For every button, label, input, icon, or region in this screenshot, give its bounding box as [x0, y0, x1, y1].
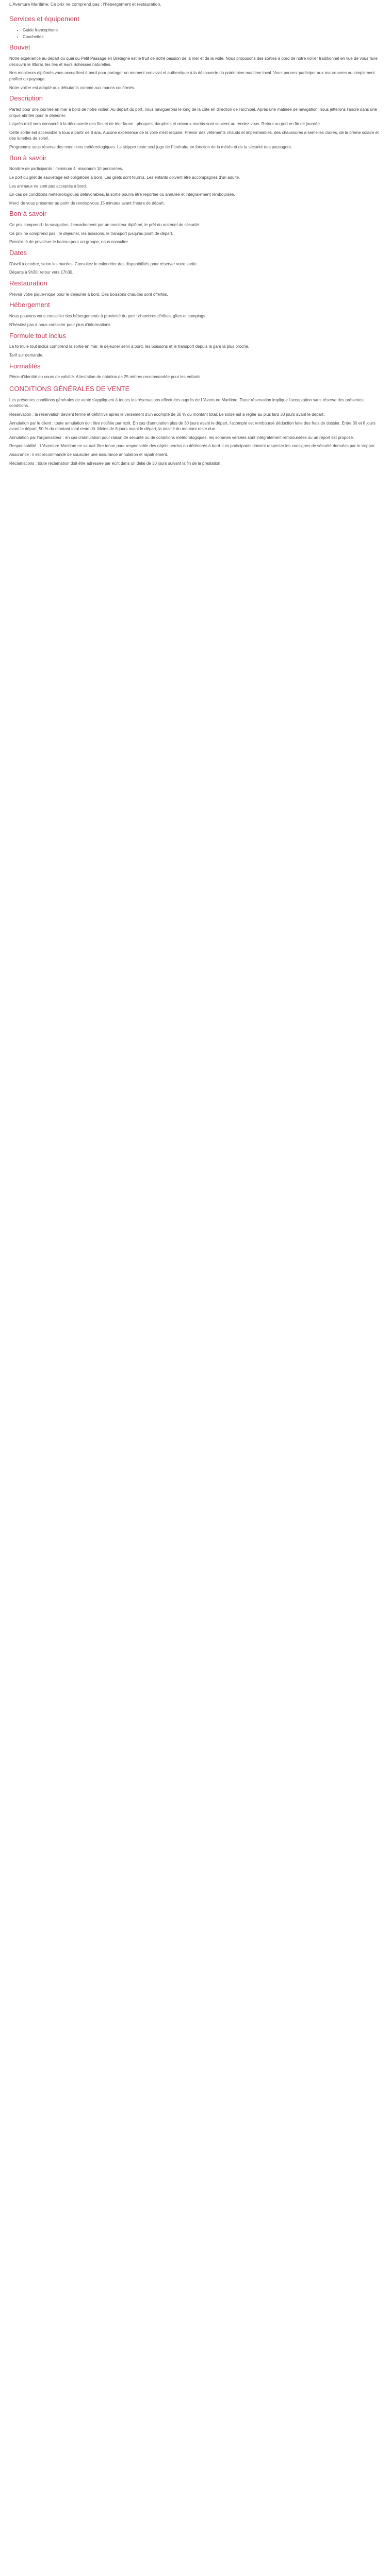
content-section	[9, 300, 381, 328]
section-paragraph: Notre voilier est adapté aux débutants comme aux marins confirmés.	[9, 85, 135, 90]
section-paragraph: Nous pouvons vous conseiller des hébergements à proximité du port : chambres d'hôtes, gîtes et campings.	[9, 314, 207, 319]
section-title: Description	[9, 94, 43, 103]
services-section	[9, 14, 381, 40]
services-item: • Guide francophone	[23, 27, 381, 33]
section-paragraph: Partez pour une journée en mer à bord de notre voilier. Au départ du port, nous naviguerons le long de la côte en direction de l'archipel. Après une matinée de navigation, nous jetterons l'ancre dans une crique abritée pour le déjeuner.	[9, 107, 377, 118]
services-list	[9, 27, 381, 40]
section-paragraph: Prévoir votre pique-nique pour le déjeuner à bord. Des boissons chaudes sont offertes.	[9, 292, 168, 297]
content-section	[9, 362, 381, 380]
section-paragraph: Possibilité de privatiser le bateau pour un groupe, nous consulter.	[9, 240, 129, 245]
cgv-paragraph: Assurance : il est recommandé de souscrire une assurance annulation et rapatriement.	[9, 452, 168, 457]
section-paragraph: Pièce d'identité en cours de validité. Attestation de natation de 25 mètres recommandée pour les enfants.	[9, 375, 202, 380]
page-content	[0, 0, 391, 466]
cgv-body	[9, 397, 381, 466]
section-paragraph: Notre expérience au départ du quai du Petit Passage en Bretagne est le fruit de notre passion de la mer et de la voile. Nous proposons des sorties à bord de notre voilier traditionnel en vue de vous faire découvrir le littoral, les îles et leurs richesses naturelles.	[9, 56, 378, 67]
section-paragraph: Ce prix ne comprend pas : le déjeuner, les boissons, le transport jusqu'au point de départ.	[9, 231, 173, 236]
section-paragraph: Merci de vous présenter au point de rendez-vous 15 minutes avant l'heure de départ.	[9, 200, 165, 206]
section-title: Hébergement	[9, 301, 50, 309]
section-paragraph: D'avril à octobre, selon les marées. Consultez le calendrier des disponibilités pour réserver votre sortie.	[9, 261, 198, 266]
section-title: Formule tout inclus	[9, 331, 66, 340]
content-section	[9, 248, 381, 276]
intro-text: L'Aventure Maritime: Ce prix ne comprend pas : l'hébergement et restauration.	[9, 2, 161, 7]
section-paragraph: Nos moniteurs diplômés vous accueillent à bord pour partager un moment convivial et authentique à la découverte du patrimoine maritime local. Vous pourrez participer aux manœuvres ou simplement profiter du paysage.	[9, 71, 375, 81]
cgv-paragraph: Responsabilité : L'Aventure Maritime ne saurait être tenue pour responsable des objets perdus ou détériorés à bord. Les participants doivent respecter les consignes de sécurité données par le skipper.	[9, 444, 376, 449]
section-title: Dates	[9, 249, 27, 257]
cgv-paragraph: Annulation par l'organisateur : en cas d'annulation pour raison de sécurité ou de conditions météorologiques, les sommes versées sont intégralement remboursées ou un report est proposé.	[9, 435, 354, 440]
cgv-section	[9, 384, 381, 466]
content-section	[9, 279, 381, 297]
section-paragraph: Nombre de participants : minimum 4, maximum 10 personnes.	[9, 166, 123, 172]
services-item: • Couchettes	[23, 34, 381, 40]
section-paragraph: Départs à 9h30, retour vers 17h30.	[9, 270, 74, 275]
cgv-paragraph: Réclamations : toute réclamation doit être adressée par écrit dans un délai de 30 jours suivant la fin de la prestation.	[9, 461, 222, 466]
section-paragraph: Le port du gilet de sauvetage est obligatoire à bord. Les gilets sont fournis. Les enfants doivent être accompagnés d'un adulte.	[9, 175, 240, 180]
section-paragraph: En cas de conditions météorologiques défavorables, la sortie pourra être reportée ou annulée et intégralement remboursée.	[9, 192, 235, 197]
content-section	[9, 154, 381, 207]
cgv-paragraph: Réservation : la réservation devient ferme et définitive après le versement d'un acompte de 30 % du montant total. Le solde est à régler au plus tard 30 jours avant le départ.	[9, 412, 325, 417]
section-title: Bon à savoir	[9, 154, 47, 162]
section-paragraph: Programme sous réserve des conditions météorologiques. Le skipper reste seul juge de l'itinéraire en fonction de la météo et de la sécurité des passagers.	[9, 144, 292, 149]
section-paragraph: La formule tout inclus comprend la sortie en mer, le déjeuner servi à bord, les boissons et le transport depuis la gare la plus proche.	[9, 344, 250, 349]
section-title: Bon à savoir	[9, 210, 47, 218]
content-section	[9, 331, 381, 359]
section-title: Bouvet	[9, 43, 30, 52]
section-title: Formalités	[9, 362, 41, 370]
section-paragraph: Cette sortie est accessible à tous à partir de 8 ans. Aucune expérience de la voile n'est requise. Prévoir des vêtements chauds et imperméables, des chaussures à semelles claires, de la crème solaire et des lunettes de soleil.	[9, 130, 379, 141]
section-paragraph: Ce prix comprend : la navigation, l'encadrement par un moniteur diplômé, le prêt du matériel de sécurité.	[9, 223, 200, 228]
section-paragraph: L'après-midi sera consacré à la découverte des îles et de leur faune : phoques, dauphins et oiseaux marins sont souvent au rendez-vous. Retour au port en fin de journée.	[9, 122, 321, 127]
content-sections	[9, 43, 381, 380]
section-title: Restauration	[9, 279, 47, 287]
cgv-paragraph: Les présentes conditions générales de vente s'appliquent à toutes les réservations effectuées auprès de L'Aventure Maritime. Toute réservation implique l'acceptation sans réserve des présentes conditions.	[9, 397, 364, 409]
section-paragraph: Les animaux ne sont pas acceptés à bord.	[9, 183, 87, 189]
content-section	[9, 43, 381, 91]
section-paragraph: N'hésitez pas à nous contacter pour plus d'informations.	[9, 322, 112, 327]
content-section	[9, 94, 381, 150]
cgv-paragraph: Annulation par le client : toute annulation doit être notifiée par écrit. En cas d'annulation plus de 30 jours avant le départ, l'acompte est remboursé déduction faite des frais de dossier. Entre 30 et 8 jours avant le départ, 50 % du montant total reste dû. Moins de 8 jours avant le départ, la totalité du montant reste due.	[9, 420, 376, 432]
content-section	[9, 209, 381, 245]
services-title: Services et équipement	[9, 15, 79, 23]
section-paragraph: Tarif sur demande.	[9, 352, 44, 358]
cgv-title: CONDITIONS GÉNÉRALES DE VENTE	[9, 384, 130, 393]
